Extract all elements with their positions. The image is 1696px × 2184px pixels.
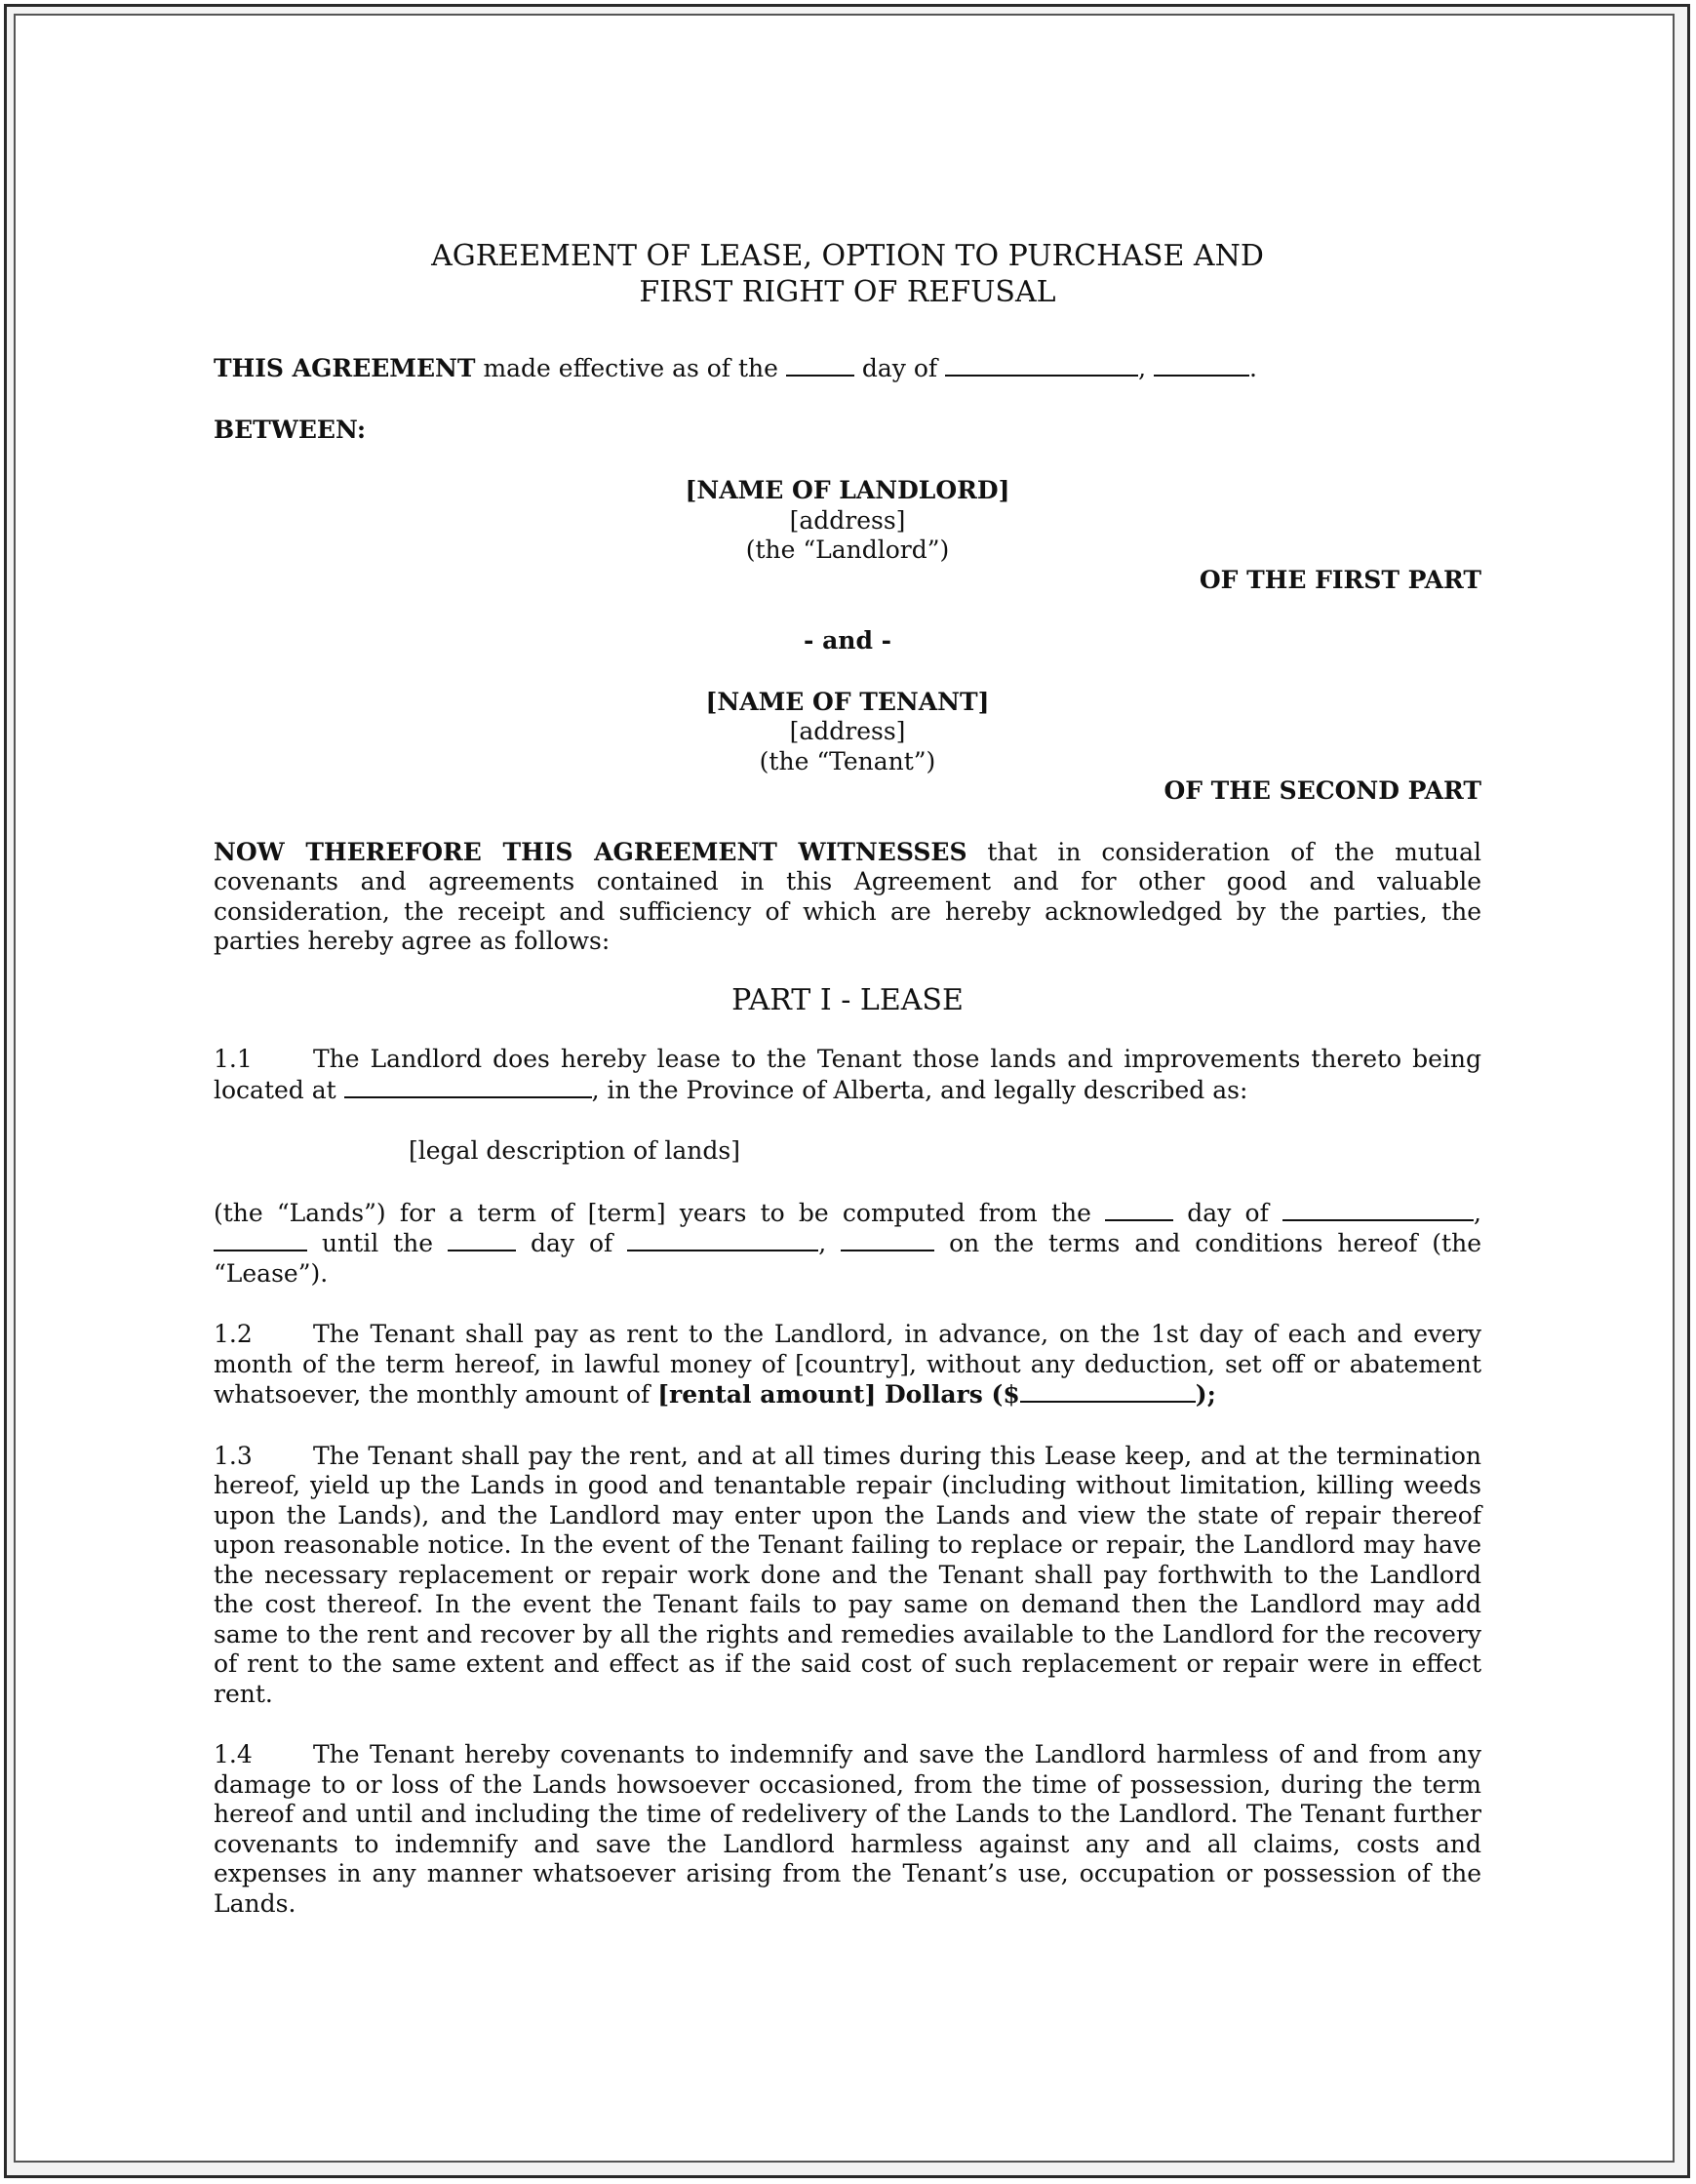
term-end-year-blank[interactable] (841, 1228, 934, 1251)
part-1-heading: PART I - LEASE (731, 982, 964, 1017)
tenant-name: [NAME OF TENANT] (705, 687, 990, 716)
title-line-2: FIRST RIGHT OF REFUSAL (639, 275, 1056, 309)
witnesses-paragraph (214, 838, 1481, 957)
location-blank[interactable] (344, 1075, 592, 1098)
term-paragraph (214, 1198, 1481, 1290)
clause-1-3-text: The Tenant shall pay the rent, and at all times during this Lease keep, and at the termination hereof, yield up the Lands in good and tenantable repair (including without limitation, killing weeds upon the Lands), and the Landlord may enter upon the Lands and view the state of repair thereof upon reasonable notice. In the event of the Tenant failing to replace or repair, the Landlord may have the necessary replacement or repair work done and the Tenant shall pay forthwith to the Landlord the cost thereof. In the event the Tenant fails to pay same on demand then the Landlord may add same to the rent and recover by all the rights and remedies available to the Landlord for the recovery of rent to the same extent and effect as if the said cost of such replacement or repair were in effect rent. (214, 1441, 1481, 1708)
clause-1-3 (214, 1442, 1481, 1710)
clause-1-1-text-b: , in the Province of Alberta, and legally described as: (591, 1075, 1248, 1104)
clause-1-1-number: 1.1 (214, 1045, 253, 1073)
term-end-day-blank[interactable] (448, 1228, 516, 1251)
term-end-month-blank[interactable] (627, 1228, 818, 1251)
tenant-address: [address] (789, 717, 906, 745)
term-text-b: day of (1173, 1198, 1283, 1227)
and-separator: - and - (803, 626, 891, 655)
clause-1-2 (214, 1320, 1481, 1410)
document-body (214, 238, 1481, 1919)
rental-amount-blank[interactable] (1020, 1379, 1196, 1403)
comma-text: , (1138, 354, 1154, 382)
landlord-name: [NAME OF LANDLORD] (685, 476, 1010, 504)
term-text-a: (the “Lands”) for a term of [term] years to be computed from the (214, 1198, 1106, 1227)
title-line-1: AGREEMENT OF LEASE, OPTION TO PURCHASE AND (431, 239, 1264, 273)
document-title (214, 238, 1481, 310)
day-of-text: day of (853, 354, 946, 382)
agreement-made-text: made effective as of the (475, 354, 786, 382)
between-label: BETWEEN: (214, 415, 367, 444)
landlord-address: [address] (789, 505, 906, 535)
term-start-day-blank[interactable] (1105, 1198, 1173, 1221)
clause-1-1-text-a: The Landlord does hereby lease to the Tenant those lands and improvements thereto being located at (214, 1045, 1481, 1104)
agreement-lead: THIS AGREEMENT (214, 354, 476, 382)
term-start-month-blank[interactable] (1282, 1198, 1474, 1221)
tenant-block (214, 688, 1481, 777)
clause-1-2-text: The Tenant shall pay as rent to the Landlord, in advance, on the 1st day of each and every month of the term hereof, in lawful money of [country], without any deduction, set off or abatement whatsoever, the monthly amount of (214, 1320, 1481, 1409)
clause-1-3-number: 1.3 (214, 1441, 253, 1470)
landlord-block (214, 476, 1481, 566)
legal-description: [legal description of lands] (409, 1136, 740, 1165)
clause-1-4-number: 1.4 (214, 1740, 253, 1768)
second-part-label: OF THE SECOND PART (1164, 776, 1481, 805)
term-text-d: until the (307, 1229, 449, 1257)
year-blank[interactable] (1154, 353, 1249, 377)
clause-1-2-number: 1.2 (214, 1320, 253, 1348)
term-text-e: day of (516, 1229, 628, 1257)
witnesses-lead: NOW THEREFORE THIS AGREEMENT WITNESSES (214, 837, 967, 866)
witnesses-text: that in consideration of the mutual covenants and agreements contained in this Agreement and for other good and valuable consideration, the receipt and sufficiency of which are hereby acknowledged by the parties, the parties hereby agree as follows: (214, 837, 1481, 955)
month-blank[interactable] (945, 353, 1138, 377)
agreement-date-line (214, 353, 1481, 384)
clause-1-4 (214, 1740, 1481, 1919)
term-text-f: , (818, 1229, 842, 1257)
tenant-defined: (the “Tenant”) (759, 746, 936, 775)
term-text-c: , (1474, 1198, 1481, 1227)
first-part-label: OF THE FIRST PART (1199, 565, 1481, 594)
rental-amount-end: ); (1195, 1380, 1216, 1409)
period-text: . (1248, 354, 1257, 382)
landlord-defined: (the “Landlord”) (745, 536, 950, 564)
term-text-g: on the terms and conditions hereof (the “Lease”). (214, 1229, 1481, 1288)
clause-1-1 (214, 1045, 1481, 1105)
rental-amount-label: [rental amount] Dollars ($ (657, 1380, 1020, 1409)
clause-1-4-text: The Tenant hereby covenants to indemnify and save the Landlord harmless of and from any damage to or loss of the Lands howsoever occasioned, from the time of possession, during the term hereof and until and including the time of redelivery of the Lands to the Landlord. The Tenant further covenants to indemnify and save the Landlord harmless against any and all claims, costs and expenses in any manner whatsoever arising from the Tenant’s use, occupation or possession of the Lands. (214, 1740, 1481, 1918)
day-blank[interactable] (786, 353, 854, 377)
term-start-year-blank[interactable] (214, 1228, 307, 1251)
